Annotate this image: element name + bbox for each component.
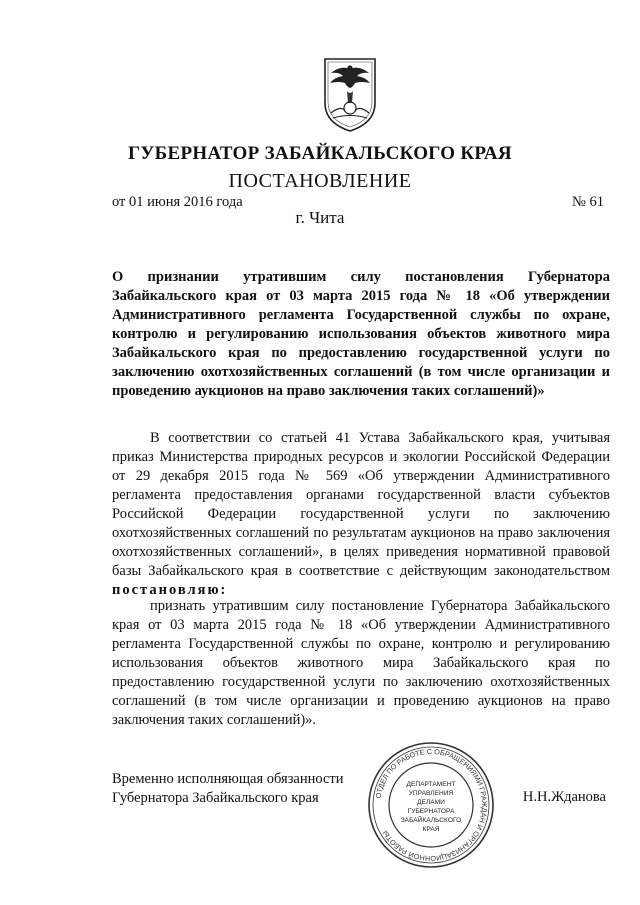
- decree-word: постановляю:: [112, 582, 228, 598]
- stamp-line-2: УПРАВЛЕНИЯ: [408, 790, 454, 797]
- document-number: № 61: [572, 194, 604, 210]
- body-paragraph-2: признать утратившим силу постановление Губернатора Забайкальского края от 03 марта 2015 года № 18 «Об утверждении Административного регламента Государственной службы по охране, контролю и регулированию использования объектов животного мира Забайкальского края по предоставлению государственной услуги по заключению охотхозяйственных соглашений (в том числе организации и проведению аукционов на право заключения таких соглашений)».: [112, 598, 610, 728]
- signatory-role: [112, 770, 344, 808]
- document-date: от 01 июня 2016 года: [112, 194, 243, 210]
- official-stamp: [366, 740, 496, 870]
- document-city: г. Чита: [295, 208, 345, 227]
- coat-of-arms-emblem: [321, 55, 379, 133]
- body-paragraph-1: [112, 429, 610, 600]
- governor-title: ГУБЕРНАТОР ЗАБАЙКАЛЬСКОГО КРАЯ: [128, 143, 512, 164]
- paragraph-1-text: В соответствии со статьей 41 Устава Забайкальского края, учитывая приказ Министерства природных ресурсов и экологии Российской Федерации от 29 декабря 2015 года № 569 «Об утверждении Административного регламента предоставления органами государственной власти субъектов Российской Федерации государственной услуги по заключению охотхозяйственных соглашений по результатам аукционов на право заключения охотхозяйственных соглашений», в целях приведения нормативной правовой базы Забайкальского края в соответствие с действующим законодательством: [112, 430, 610, 579]
- signatory-role-line-2: Губернатора Забайкальского края: [112, 790, 319, 806]
- stamp-line-1: ДЕПАРТАМЕНТ: [406, 781, 456, 788]
- stamp-line-3: ДЕЛАМИ: [417, 799, 445, 806]
- stamp-line-5: ЗАБАЙКАЛЬСКОГО: [400, 817, 462, 824]
- signatory-role-line-1: Временно исполняющая обязанности: [112, 771, 344, 787]
- stamp-line-6: КРАЯ: [422, 826, 440, 833]
- stamp-ring-text: ОТДЕЛ ПО РАБОТЕ С ОБРАЩЕНИЯМИ ГРАЖДАН И ОРГАНИЗАЦИОННОЙ РАБОТЫ: [373, 746, 490, 864]
- stamp-line-4: ГУБЕРНАТОРА: [407, 808, 455, 815]
- document-type: ПОСТАНОВЛЕНИЕ: [228, 170, 412, 192]
- document-heading: О признании утратившим силу постановления Губернатора Забайкальского края от 03 марта 2015 года № 18 «Об утверждении Административного регламента Государственной службы по охране, контролю и регулированию использования объектов животного мира Забайкальского края по предоставлению государственной услуги по заключению охотхозяйственных соглашений (в том числе организации и проведению аукционов на право заключения таких соглашений)»: [112, 269, 610, 399]
- signatory-name: Н.Н.Жданова: [522, 789, 606, 805]
